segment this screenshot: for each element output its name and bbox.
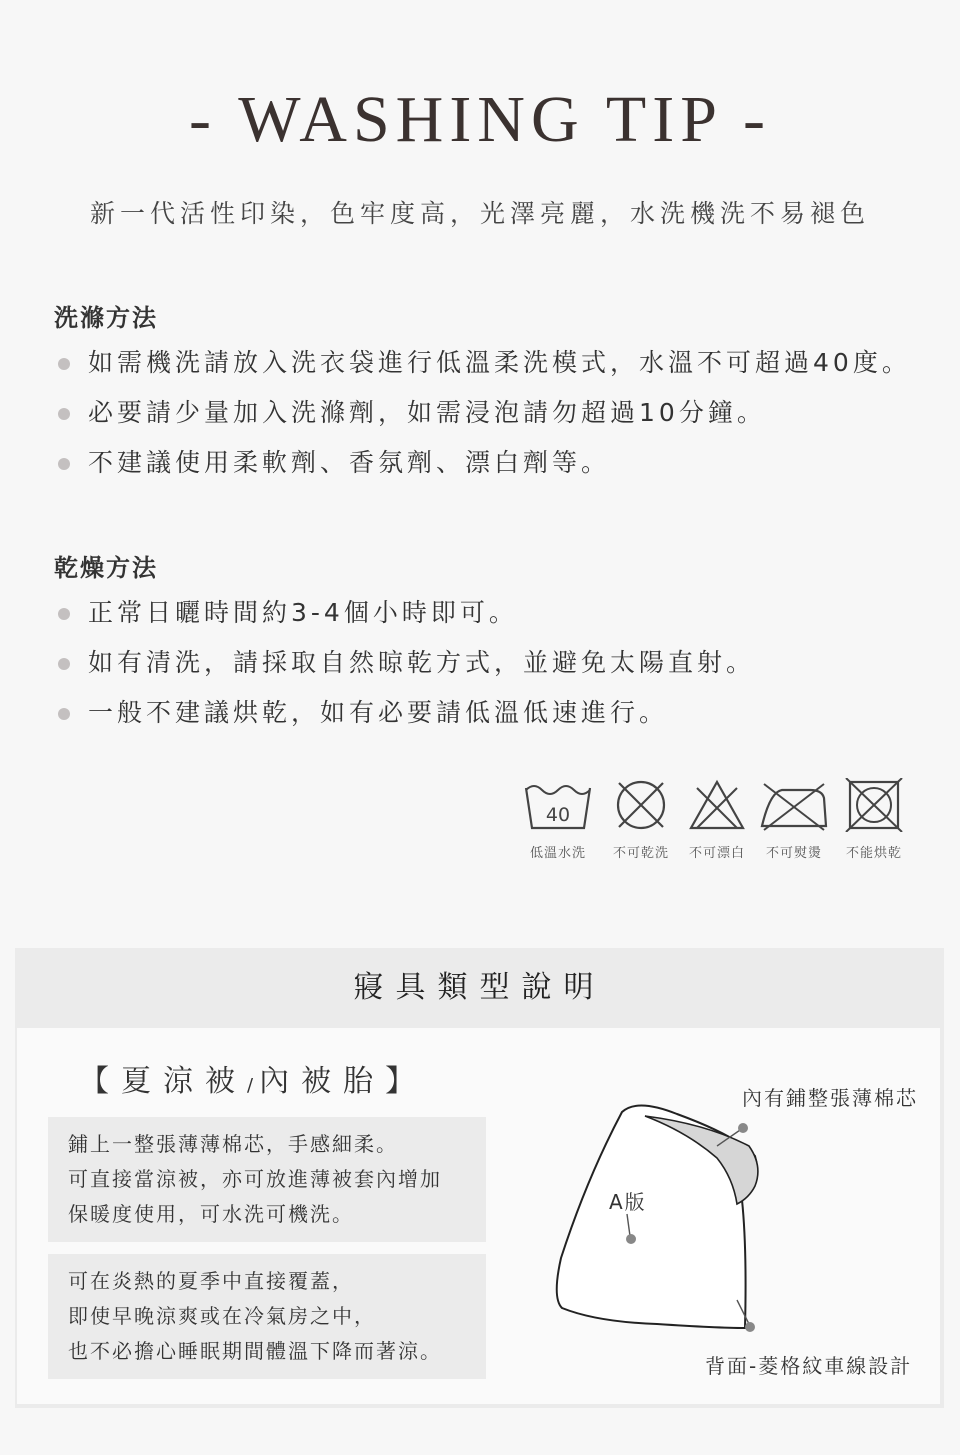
care-no-dry-clean: 不可乾洗	[606, 778, 676, 861]
drying-list	[58, 598, 755, 748]
drying-section-title: 乾燥方法	[54, 554, 158, 582]
page-subtitle: 新一代活性印染，色牢度高，光澤亮麗，水洗機洗不易褪色	[89, 199, 870, 228]
diagram-bottom-label: 背面-菱格紋車線設計	[705, 1354, 913, 1378]
bedding-panel	[15, 948, 944, 1408]
care-no-iron: 不可熨燙	[756, 778, 832, 861]
wash-40-icon	[522, 778, 594, 832]
bullet-icon	[58, 408, 70, 420]
bullet-icon	[58, 458, 70, 470]
bullet-icon	[58, 658, 70, 670]
list-item: 不建議使用柔軟劑、香氛劑、漂白劑等。	[58, 448, 911, 498]
bullet-icon	[58, 608, 70, 620]
list-item: 必要請少量加入洗滌劑，如需浸泡請勿超過10分鐘。	[58, 398, 911, 448]
no-dry-clean-icon	[611, 778, 671, 832]
diagram-top-label: 內有鋪整張薄棉芯	[742, 1086, 918, 1110]
description-box-2: 可在炎熱的夏季中直接覆蓋， 即使早晚涼爽或在冷氣房之中， 也不必擔心睡眠期間體溫下降而著涼。	[48, 1254, 486, 1379]
washing-list	[58, 348, 911, 498]
diagram-center-label: A版	[609, 1190, 647, 1214]
bullet-icon	[58, 708, 70, 720]
care-icons	[520, 778, 910, 868]
care-no-tumble-dry: 不能烘乾	[840, 778, 908, 861]
bedding-body	[17, 1028, 940, 1404]
care-no-bleach: 不可漂白	[682, 778, 752, 861]
list-item: 正常日曬時間約3-4個小時即可。	[58, 598, 755, 648]
no-tumble-dry-icon	[844, 778, 904, 832]
page-title: - WASHING TIP -	[189, 83, 771, 156]
description-box-1: 鋪上一整張薄薄棉芯，手感細柔。 可直接當涼被，亦可放進薄被套內增加 保暖度使用，可水洗可機洗。	[48, 1117, 486, 1242]
list-item: 一般不建議烘乾，如有必要請低溫低速進行。	[58, 698, 755, 748]
quilt-diagram	[537, 1028, 940, 1404]
no-bleach-icon	[687, 778, 747, 832]
washing-section-title: 洗滌方法	[54, 304, 158, 332]
care-wash-40: 40 低溫水洗	[520, 778, 596, 861]
svg-text:40: 40	[545, 804, 571, 826]
product-name: 【夏涼被/內被胎】	[79, 1064, 428, 1099]
no-iron-icon	[758, 778, 830, 832]
bedding-title: 寢具類型說明	[353, 970, 606, 1005]
list-item: 如需機洗請放入洗衣袋進行低溫柔洗模式，水溫不可超過40度。	[58, 348, 911, 398]
list-item: 如有清洗，請採取自然晾乾方式，並避免太陽直射。	[58, 648, 755, 698]
bullet-icon	[58, 358, 70, 370]
